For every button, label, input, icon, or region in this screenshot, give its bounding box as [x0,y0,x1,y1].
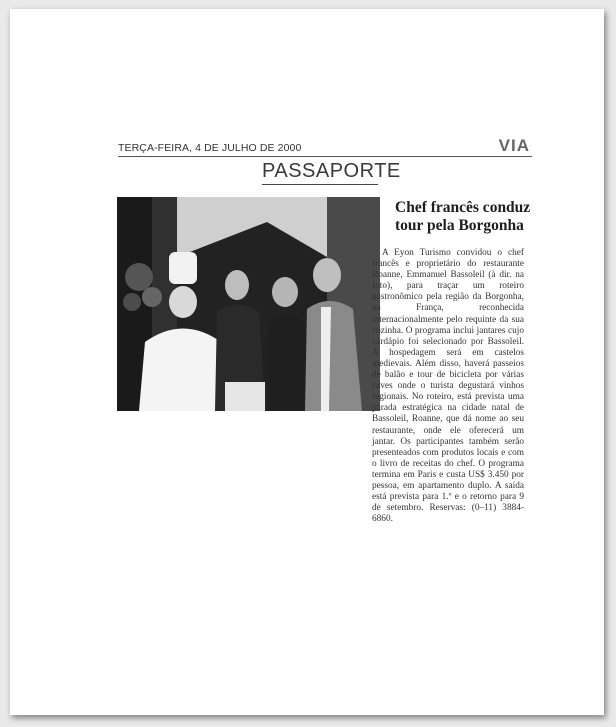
article-body: A Eyon Turismo convidou o chef francês e proprietário do restaurante Roanne, Emmanuel Bassoleil (à dir. na foto), para traçar um roteiro gastronômico pela região da Borgonha, na França, reconhecida internacionalmente pelo requinte da sua cozinha. O programa inclui jantares cujo cardápio foi selecionado por Bassoleil. A hospedagem será em castelos medievais. Além disso, haverá passeios de balão e tour de bicicleta por várias caves onde o turista degustará vinhos regionais. No roteiro, está prevista uma parada estratégica na cidade natal de Bassoleil, Roanne, que dá nome ao seu restaurante, onde ele oferecerá um jantar. Os participantes também serão presenteados com produtos locais e com o livro de receitas do chef. O programa termina em Paris e custa US$ 3.450 por pessoa, em apartamento duplo. A saída está prevista para 1.º e o retorno para 9 de setembro. Reservas: (0–11) 3884-6860. [372,248,524,525]
section-kicker: PASSAPORTE [262,158,378,185]
page-header [118,138,532,157]
article-headline: Chef francês conduz tour pela Borgonha [395,199,531,234]
article-photo [117,197,380,411]
header-date: TERÇA-FEIRA, 4 DE JULHO DE 2000 [118,142,302,154]
header-section-name: VIA [498,136,530,155]
